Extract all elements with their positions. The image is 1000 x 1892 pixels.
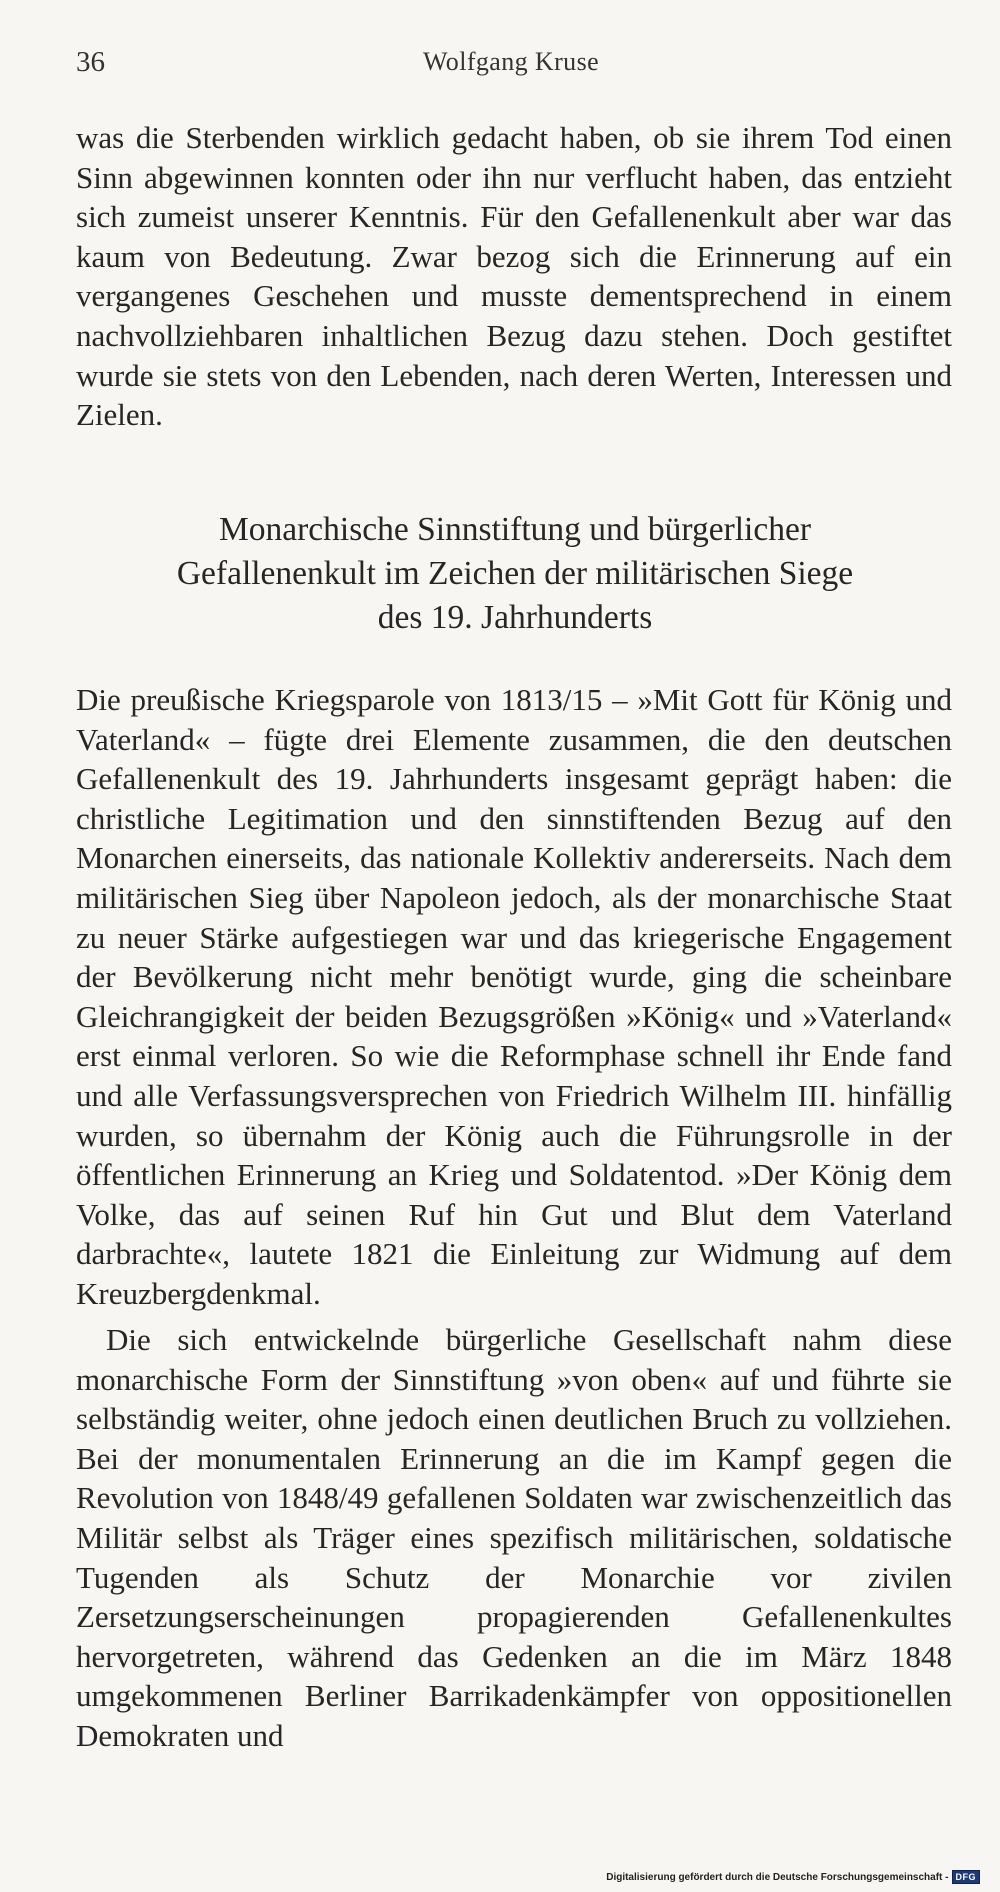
page-number: 36	[76, 46, 105, 78]
paragraph-3: Die sich entwickelnde bürgerliche Gesellschaft nahm diese monarchische Form der Sinnstiftung »von oben« auf und führte sie selbständig weiter, ohne jedoch einen deutlichen Bruch zu vollziehen. Bei der monumentalen Erinnerung an die im Kampf gegen die Revolution von 1848/49 gefallenen Soldaten war zwischenzeitlich das Militär selbst als Träger eines spezifisch militärischen, soldatische Tugenden als Schutz der Monarchie vor zivilen Zersetzungserscheinungen propagierenden Gefallenenkultes hervorgetreten, während das Gedenken an die im März 1848 umgekommenen Berliner Barrikadenkämpfer von oppositionellen Demokraten und	[76, 1322, 952, 1753]
section-heading-line-3: des 19. Jahrhunderts	[377, 599, 653, 636]
paragraph-1: was die Sterbenden wirklich gedacht haben, ob sie ihrem Tod einen Sinn abgewinnen konnten oder ihn nur verflucht haben, das entzieht sich zumeist unserer Kenntnis. Für den Gefallenenkult aber war das kaum von Bedeutung. Zwar bezog sich die Erinnerung auf ein vergangenes Geschehen und musste dementsprechend in einem nachvollziehbaren inhaltlichen Bezug dazu stehen. Doch gestiftet wurde sie stets von den Lebenden, nach deren Werten, Interessen und Zielen.	[76, 120, 952, 433]
funding-note-text: Digitalisierung gefördert durch die Deutsche Forschungsgemeinschaft -	[606, 1871, 949, 1883]
running-head-author: Wolfgang Kruse	[422, 47, 600, 76]
dfg-logo: DFG	[952, 1870, 981, 1884]
section-heading-line-1: Monarchische Sinnstiftung und bürgerlicher	[218, 511, 812, 548]
digitization-credit	[606, 1870, 980, 1884]
paragraph-2: Die preußische Kriegsparole von 1813/15 – »Mit Gott für König und Vaterland« – fügte drei Elemente zusammen, die den deutschen Gefallenenkult des 19. Jahrhunderts insgesamt geprägt haben: die christliche Legitimation und den sinnstiftenden Bezug auf den Monarchen einerseits, das nationale Kollektiv andererseits. Nach dem militärischen Sieg über Napoleon jedoch, als der monarchische Staat zu neuer Stärke aufgestiegen war und das kriegerische Engagement der Bevölkerung nicht mehr benötigt wurde, ging die scheinbare Gleichrangigkeit der beiden Bezugsgrößen »König« und »Vaterland« erst einmal verloren. So wie die Reformphase schnell ihr Ende fand und alle Verfassungsversprechen von Friedrich Wilhelm III. hinfällig wurden, so übernahm der König auch die Führungsrolle in der öffentlichen Erinnerung an Krieg und Soldatentod. »Der König dem Volke, das auf seinen Ruf hin Gut und Blut dem Vaterland darbrachte«, lautete 1821 die Einleitung zur Widmung auf dem Kreuzbergdenkmal.	[76, 682, 952, 1311]
section-heading	[100, 508, 930, 640]
page-header	[76, 42, 946, 82]
section-heading-line-2: Gefallenenkult im Zeichen der militärischen Siege	[176, 555, 854, 592]
